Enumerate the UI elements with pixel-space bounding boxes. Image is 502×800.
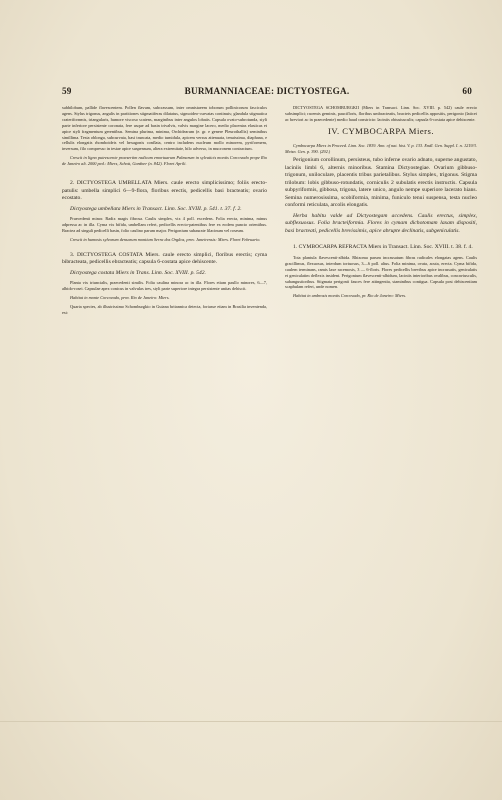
running-header — [62, 86, 472, 100]
species-note: Quarta species, ab illustrissimo Schomburgkio in Guiana britannica detecta, fortasse etiam in Brasilia invenienda, est: — [62, 303, 267, 315]
species-habitat-costata: Habitat in monte Corcovado, prov. Rio de Janeiro: Miers. — [70, 295, 170, 300]
genus-description: Perigonium corollinum, persisteus, tubo inferne ovario adnato, superne angustato, laciniis limbi 6, alternis minoribus. Stamina Dictyostegiae. Ovarium gibbuso-trigonum, uniloculare, placentis tribus parietalibus. Stylus simplex, trigonus. Stigma trilobum: lobis gibbuso-rotundatis, corniculis 2 subulatis erectis instructis. Capsula subpyriformis, gibbosa, trigona, latere unico, angulo nempe superiore lacerato hians. Semina numerosissima, scobiformia, minima, funiculo tenui suspensa, testa nucleo conformi reticulata, arcolis elongatis. — [285, 157, 477, 209]
left-column — [62, 105, 267, 319]
species-habitat-umbellata: Crescit in humosis sylvarum densarum montium Serra dos Orgãos, prov. Janeirensis: Miers. Floret Februario. — [70, 236, 261, 242]
habitat-paragraph: Crescit in ligno putrescente praesertim radicum emortuarum Palmarum in sylvaticis montis Corcovado prope Rio de Janeiro alt. 2000 ped.: Miers, Schott, Gardner (n. 842). Floret Aprili. — [62, 155, 267, 167]
species-description-costata: Planta vix triuncialis, praecedenti similis. Folia caulina minora ac in illa. Flores etiam paullo minores, 6—7, albido-rosei. Capsulae apex conicus in valvulas tres, styli parte superiore integra persistente unitas dehiscit. — [62, 280, 267, 292]
species-heading-refracta: 1. CYMBOCARPA REFRACTA Miers in Transact. Linn. Soc. XVIII. t. 38. f. 4. — [293, 244, 473, 251]
species-schomburgkii: DICTYOSTEGA SCHOMBURGKII (Miers in Transact. Linn. Soc. XVIII. p. 542) caule erecto subsimplici; racemis geminis, paucifloris, floribus umbracteatis, bracteis pedicellis appositis, perigonio (laticei ac breviori ac in praecedente) medio haud constricto: laciniis obtusiusculis; capsula 6-costata apice dehiscente. — [285, 105, 477, 122]
species-description-umbellata: Praecedenti minor. Radix magis fibrosa. Caulis simplex, vix 4 poll. excedens. Folia erecta, minima, minus adpressa ac in illa. Cyma vix bifida, umbellam refert, pedicellis erecto-patentibus fere ex eodem puncto orientibus. Bractea ad singuli pedicelli basin, folio caulino parum major. Perigonium subaurate lilacinum vel roseum. — [62, 216, 267, 233]
genus-reference: Cymbocarpa Miers in Proceed. Linn. Soc. 1839. Ann. of nat. hist. V. p. 133. Endl. Gen. Suppl. I. n. 1219/3. Meisn. Gen. p. 390. (292.) — [285, 142, 477, 154]
species-habitat-refracta: Habitat in umbrosis montis Corcovado, pr. Rio de Janeiro: Miers. — [293, 293, 407, 299]
genus-heading: IV. CYMBOCARPA Miers. — [327, 125, 434, 136]
right-column — [285, 105, 477, 302]
genus-habit: Herba habitu valde ad Dictyostegam accedens. Caulis erectus, simplex, subflexuosus. Folia bracteiformia. Flores in cymam dichotomam laxam dispositi, basi bracteati, pedicellis brevissimis, apice abrupte declinatis, subgeniculatis. — [285, 212, 477, 234]
species-heading-costata: 3. DICTYOSTEGA COSTATA Miers. caule erecto simplici, floribus erectis; cyma bibracteata, pedicellis ebracteatis; capsula 6-costata apice dehiscente. — [62, 251, 267, 266]
species-heading-umbellata: 2. DICTYOSTEGA UMBELLATA Miers. caule erecto simplicissimo; foliis erecto-patulis: umbella simplici 6—9-flora, floribus erectis, pedicellis basi bracteatis; ovario ecostato. — [62, 180, 267, 202]
species-reference-costata: Dictyostega costata Miers in Trans. Linn. Soc. XVIII. p. 542. — [70, 269, 206, 276]
page-number-right: 60 — [462, 86, 472, 96]
description-paragraph: subbilobum, pallide flavescentem. Pollen flavum, subcrassum, inter omnistaeem toborum pollinicorum fasciculos agens. Stylus trigonus, angulis in partitiones stigmatiferas dilatatus, sigmoideo-curvatas continuis; glandula stigmatica craterifornmis, triangularis, humore viscoso scatens, marginibus inter angulos lobatis. Capsula ovato-subrotunda, styli parte inferiore persistente coronata, fere usque ad basin trivalvis, valvis margine lacero, medio placentas elasticas et apice styli fragmentum gerentibus. Semina plurima, minima, Orchidearum (e. gr. e genere Pleurothallis) seminibus simillima. Testa oblonga, subcurvata, basi truncata, medio tumidula, apicem versus attenuata, tenuissima, diaphana, e cellulis elongatis rhomboideis vel hexagonis conflata, centro includens nucleum mollo minorem, pyriformem, inversum, filo compresso in testae apice suspensum, altera extremitate, hilo adverso, in mucronem contractum. — [62, 105, 267, 152]
page-number-left: 59 — [62, 86, 72, 96]
species-description-refracta: Tota plantula flavescenti-albida. Rhizoma parum incrassatum fibras radicales elongatas agens. Caulis gracillimus, flexuosus, interdum tortuosus, 3—6 poll. altus. Folia minima, ovata, acuta, erecta. Cyma bifida, caulem terminans, ramis laxe racemosis, 3 — 6-floris. Flores pedicellis brevibus apice incrassatis, geniculatis et geniculatim deflexis insident. Perigonium flavescenti-albidum, laciniis interioribus ovalibus, concaviusculis, subangustioribus. Stigmata perigonii fauces fere attingentia, staminibus contigua. Capsula post dehiscentiam scaphulam refert, unde nomen. — [285, 254, 477, 290]
species-reference-umbellata: Dictyostega umbellata Miers in Transact. Linn. Soc. XVIII. p. 541. t. 37. f. 2. — [70, 205, 242, 212]
page-fold-line — [0, 721, 502, 722]
running-title: BURMANNIACEAE: DICTYOSTEGA. — [184, 86, 350, 96]
